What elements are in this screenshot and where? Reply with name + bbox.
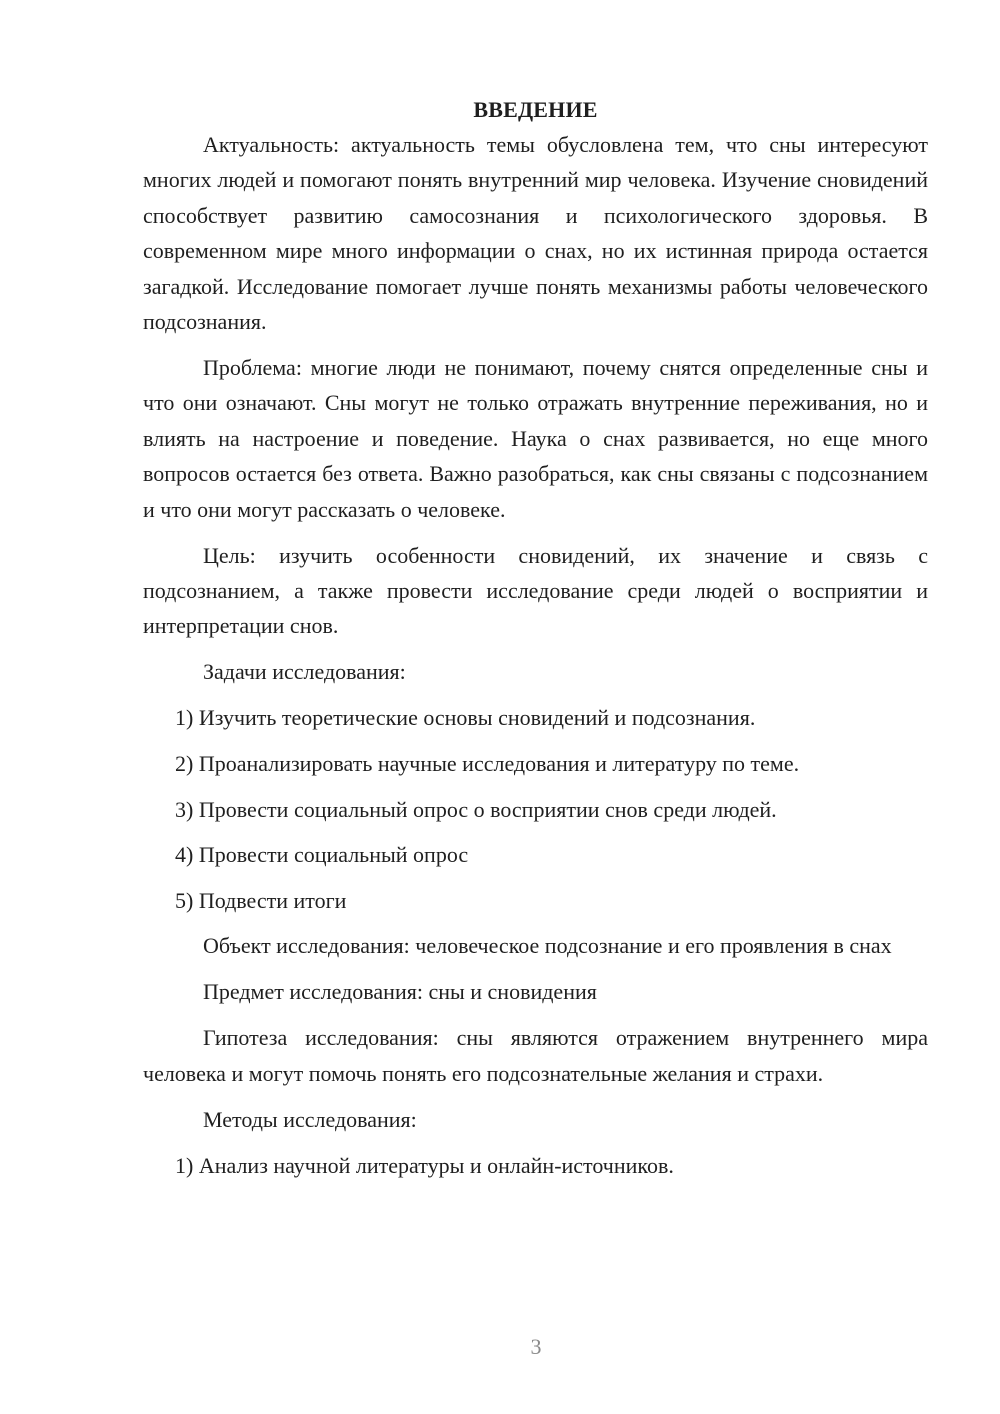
section-title: ВВЕДЕНИЕ [473, 97, 598, 122]
method-item: 1) Анализ научной литературы и онлайн-источников. [175, 1152, 674, 1178]
task-item: 2) Проанализировать научные исследования и литературу по теме. [175, 751, 800, 777]
hypothesis-paragraph: Гипотеза исследования: сны являются отражением внутреннего мира человека и могут помочь понять его подсознательные желания и страхи. [143, 1025, 928, 1086]
document-page [143, 92, 928, 1193]
methods-heading: Методы исследования: [203, 1106, 417, 1132]
relevance-paragraph: Актуальность: актуальность темы обусловлена тем, что сны интересуют многих людей и помогают понять внутренний мир человека. Изучение сновидений способствует развитию самосознания и психологического здоровья. В современном мире много информации о снах, но их истинная природа остается загадкой. Исследование помогает лучше понять механизмы работы человеческого подсознания. [143, 132, 928, 335]
task-item: 1) Изучить теоретические основы сновидений и подсознания. [175, 705, 756, 731]
task-item: 4) Провести социальный опрос [175, 842, 469, 868]
tasks-heading: Задачи исследования: [203, 659, 406, 685]
methods-list [143, 1148, 928, 1183]
subject-paragraph: Предмет исследования: сны и сновидения [203, 979, 597, 1005]
task-item: 5) Подвести итоги [175, 887, 347, 913]
task-item: 3) Провести социальный опрос о восприятии снов среди людей. [175, 796, 777, 822]
page-number: 3 [530, 1334, 542, 1359]
tasks-list [143, 700, 928, 918]
object-paragraph: Объект исследования: человеческое подсознание и его проявления в снах [203, 933, 892, 959]
goal-paragraph: Цель: изучить особенности сновидений, их значение и связь с подсознанием, а также провести исследование среди людей о восприятии и интерпретации снов. [143, 542, 928, 639]
problem-paragraph: Проблема: многие люди не понимают, почему снятся определенные сны и что они означают. Сны могут не только отражать внутренние переживания, но и влиять на настроение и поведение. Наука о снах развивается, но еще много вопросов остается без ответа. Важно разобраться, как сны связаны с подсознанием и что они могут рассказать о человеке. [143, 355, 928, 522]
